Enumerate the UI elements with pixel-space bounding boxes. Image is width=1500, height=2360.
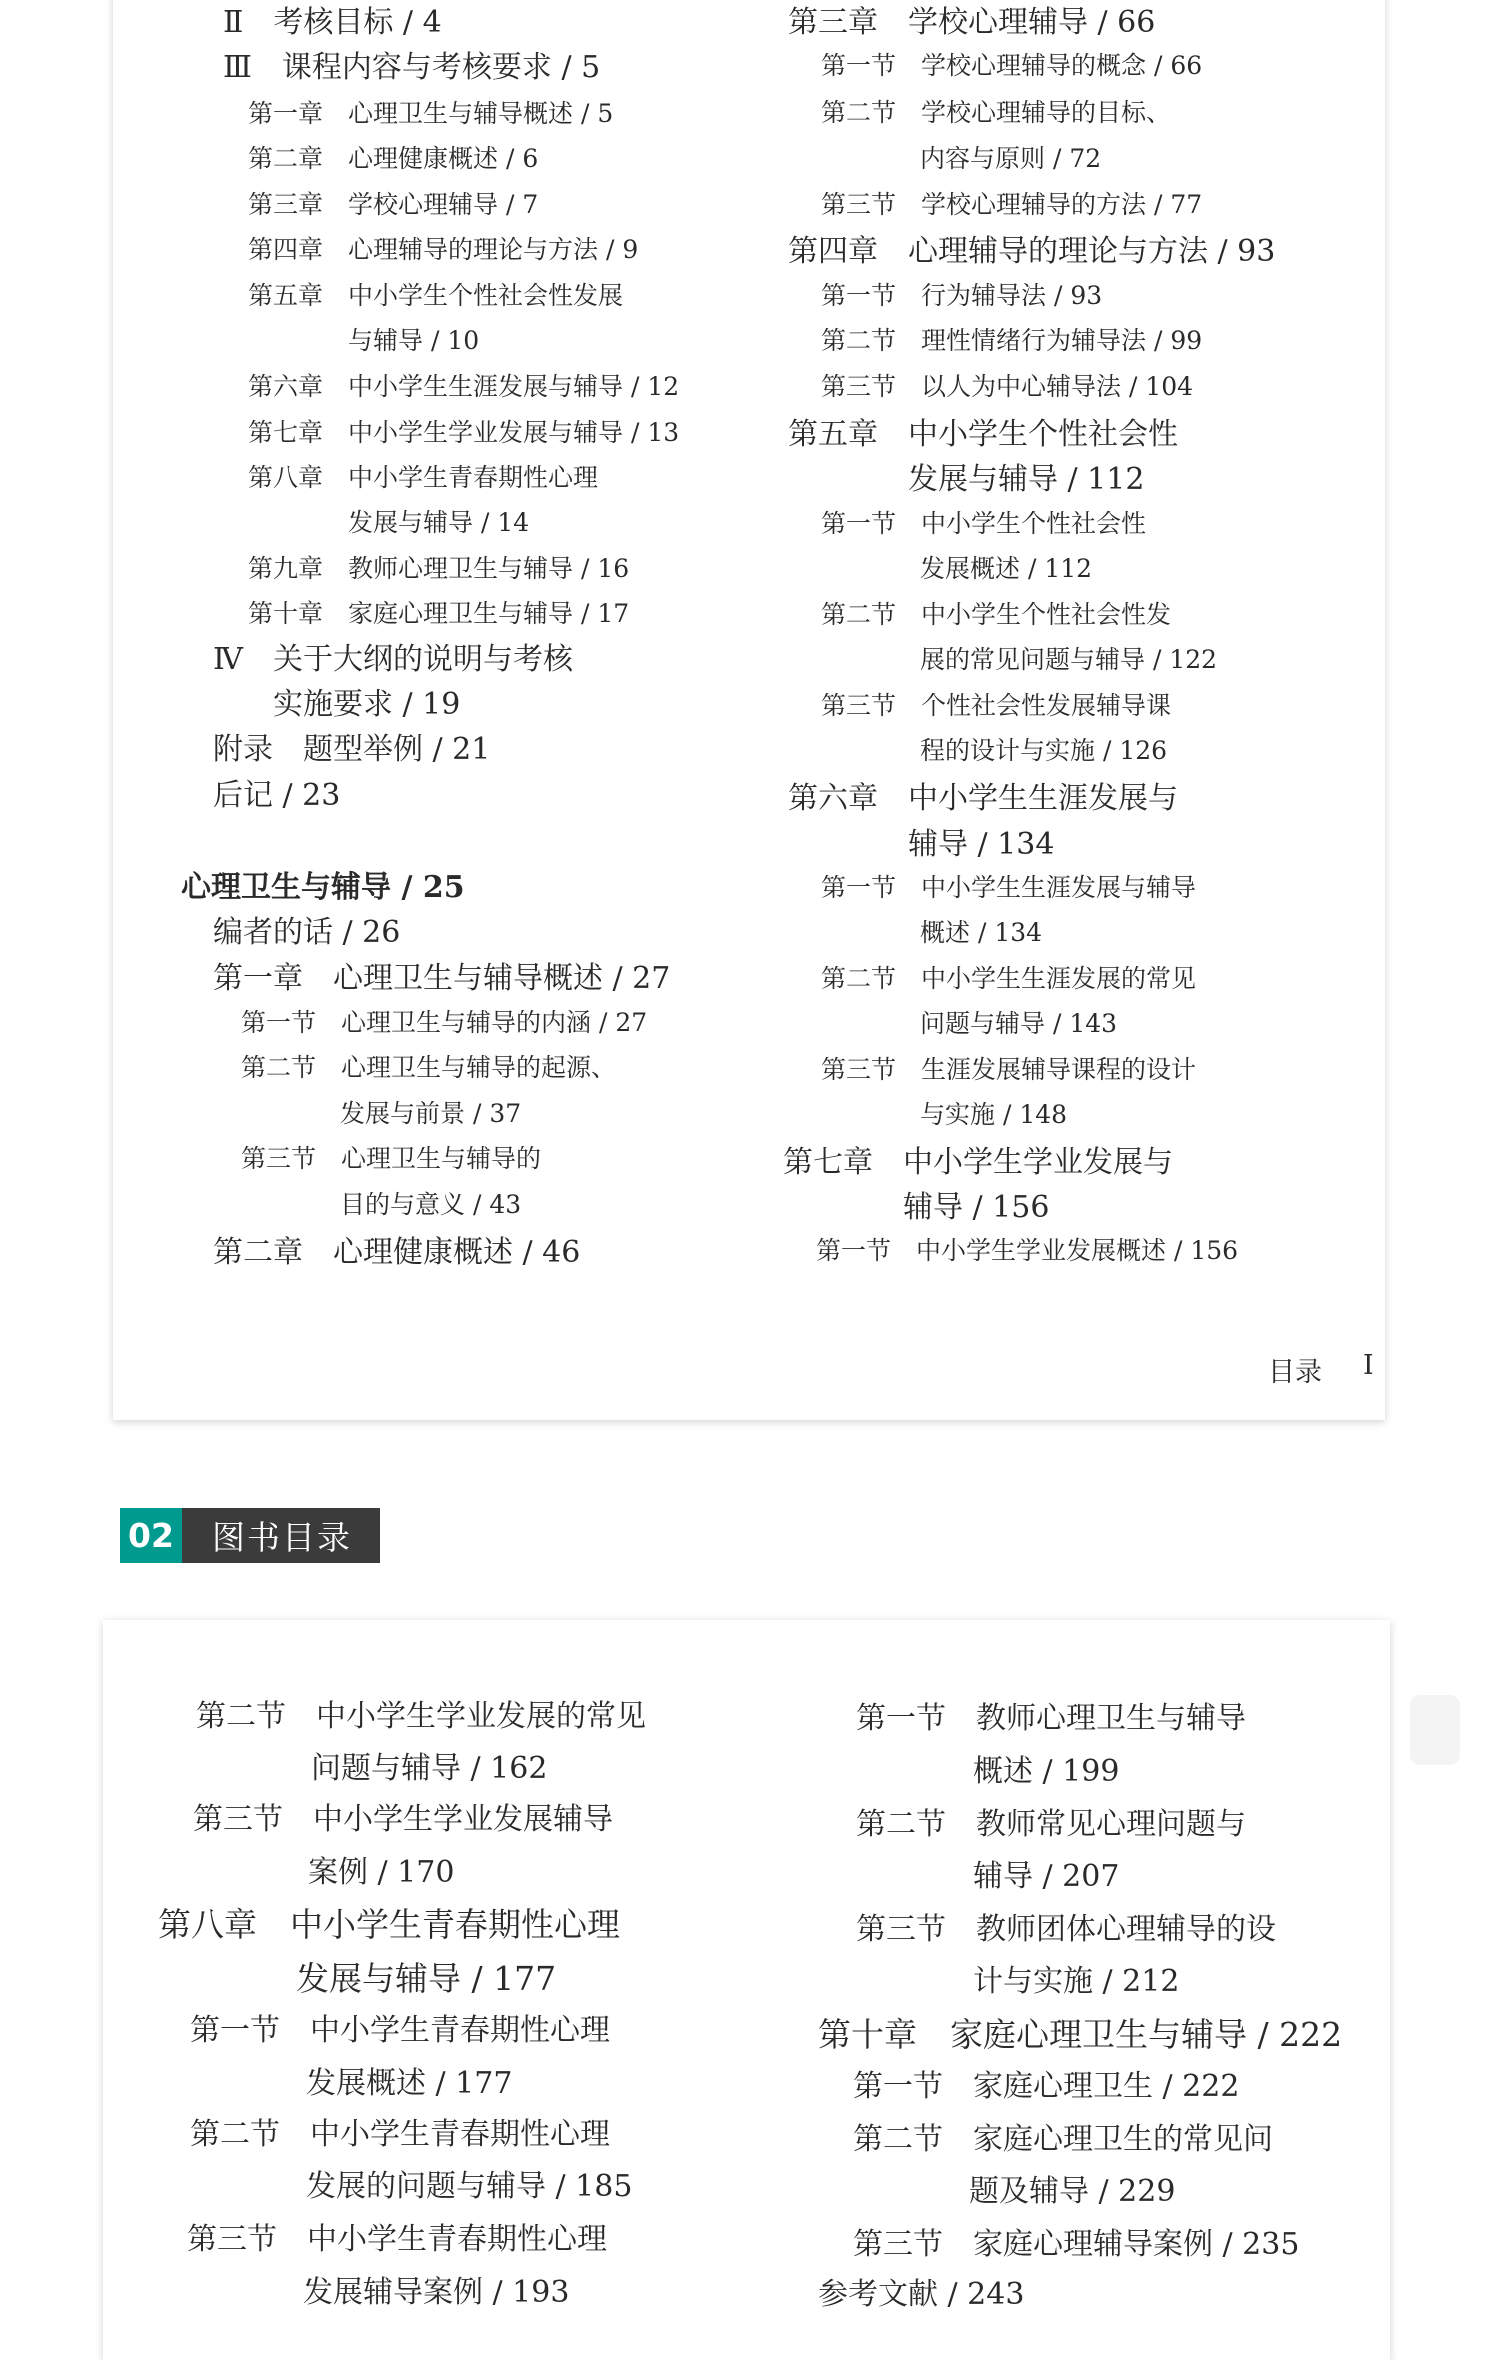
toc-entry: 与实施 / 148 xyxy=(920,1100,1068,1129)
toc-entry: 第三节 教师团体心理辅导的设 xyxy=(856,1912,1276,1947)
toc-entry: 第一节 教师心理卫生与辅导 xyxy=(856,1701,1246,1736)
toc-entry: 辅导 / 207 xyxy=(973,1859,1120,1894)
toc-entry: 第十章 家庭心理卫生与辅导 / 222 xyxy=(818,2015,1343,2054)
toc-entry: 第一节 心理卫生与辅导的内涵 / 27 xyxy=(241,1008,648,1037)
toc-entry: 第九章 教师心理卫生与辅导 / 16 xyxy=(248,554,630,583)
toc-entry: 第三节 以人为中心辅导法 / 104 xyxy=(821,372,1194,401)
toc-entry: 程的设计与实施 / 126 xyxy=(920,736,1168,765)
toc-entry: 发展概述 / 112 xyxy=(920,554,1093,583)
toc-entry: 发展与辅导 / 14 xyxy=(348,508,530,537)
toc-entry: 后记 / 23 xyxy=(213,778,341,813)
toc-entry: 第三章 学校心理辅导 / 66 xyxy=(788,5,1156,40)
toc-entry: 第一章 心理卫生与辅导概述 / 5 xyxy=(248,99,614,128)
toc-entry: 第五章 中小学生个性社会性 xyxy=(788,417,1178,452)
toc-entry: 辅导 / 156 xyxy=(903,1190,1050,1225)
toc-entry: 第二节 学校心理辅导的目标、 xyxy=(821,98,1172,127)
toc-entry: 与辅导 / 10 xyxy=(348,326,480,355)
toc-entry: 内容与原则 / 72 xyxy=(920,144,1102,173)
toc-entry: 目的与意义 / 43 xyxy=(340,1190,522,1219)
toc-entry: 第二章 心理健康概述 / 46 xyxy=(213,1235,581,1270)
toc-entry: 第二节 中小学生青春期性心理 xyxy=(190,2117,610,2152)
toc-entry: 第二节 家庭心理卫生的常见问 xyxy=(853,2122,1273,2157)
toc-entry: 第二节 中小学生学业发展的常见 xyxy=(196,1699,646,1734)
toc-entry: 第一节 中小学生学业发展概述 / 156 xyxy=(816,1236,1239,1265)
toc-entry: 第六章 中小学生生涯发展与辅导 / 12 xyxy=(248,372,680,401)
toc-entry: 第三节 中小学生青春期性心理 xyxy=(187,2222,607,2257)
toc-entry: 发展概述 / 177 xyxy=(306,2066,513,2101)
toc-entry: 概述 / 134 xyxy=(920,918,1043,947)
toc-entry: 发展与前景 / 37 xyxy=(340,1099,522,1128)
page-footer-label: 目录 xyxy=(1268,1357,1322,1388)
toc-entry: 第二节 理性情绪行为辅导法 / 99 xyxy=(821,326,1203,355)
toc-entry: 问题与辅导 / 162 xyxy=(311,1751,548,1786)
toc-entry: 第三节 家庭心理辅导案例 / 235 xyxy=(853,2227,1300,2262)
toc-entry: 第三节 生涯发展辅导课程的设计 xyxy=(821,1055,1197,1084)
toc-entry: 第八章 中小学生青春期性心理 xyxy=(158,1905,620,1944)
toc-entry: 第六章 中小学生生涯发展与 xyxy=(788,781,1178,816)
toc-entry: 第二节 教师常见心理问题与 xyxy=(856,1807,1246,1842)
toc-entry: 第一章 心理卫生与辅导概述 / 27 xyxy=(213,961,671,996)
toc-entry: 题及辅导 / 229 xyxy=(969,2174,1176,2209)
toc-entry: Ⅳ 关于大纲的说明与考核 xyxy=(213,642,573,677)
toc-entry: 第一节 学校心理辅导的概念 / 66 xyxy=(821,51,1203,80)
toc-entry: 第四章 心理辅导的理论与方法 / 93 xyxy=(788,234,1276,269)
toc-entry: 第八章 中小学生青春期性心理 xyxy=(248,463,599,492)
toc-entry: 计与实施 / 212 xyxy=(973,1964,1180,1999)
toc-entry: 参考文献 / 243 xyxy=(818,2277,1025,2312)
toc-entry: 第五章 中小学生个性社会性发展 xyxy=(248,281,624,310)
toc-entry: 第三节 个性社会性发展辅导课 xyxy=(821,691,1172,720)
toc-entry: 辅导 / 134 xyxy=(908,827,1055,862)
section-title: 图书目录 xyxy=(182,1508,380,1563)
toc-entry: 第三节 中小学生学业发展辅导 xyxy=(193,1802,613,1837)
toc-entry: 发展与辅导 / 112 xyxy=(908,462,1145,497)
toc-entry: 问题与辅导 / 143 xyxy=(920,1009,1118,1038)
toc-entry: 第十章 家庭心理卫生与辅导 / 17 xyxy=(248,599,630,628)
toc-entry: 发展辅导案例 / 193 xyxy=(303,2275,570,2310)
toc-entry: 附录 题型举例 / 21 xyxy=(213,732,491,767)
toc-entry: 第三节 学校心理辅导的方法 / 77 xyxy=(821,190,1203,219)
toc-entry: 案例 / 170 xyxy=(308,1855,455,1890)
toc-entry: 第二章 心理健康概述 / 6 xyxy=(248,144,539,173)
toc-entry: 第二节 中小学生个性社会性发 xyxy=(821,600,1172,629)
toc-entry: 第一节 行为辅导法 / 93 xyxy=(821,281,1103,310)
toc-entry: 展的常见问题与辅导 / 122 xyxy=(920,645,1218,674)
side-float-button[interactable] xyxy=(1410,1695,1460,1765)
toc-entry: 第一节 中小学生个性社会性 xyxy=(821,509,1147,538)
toc-entry: 第四章 心理辅导的理论与方法 / 9 xyxy=(248,235,639,264)
page-footer-number: Ⅰ xyxy=(1363,1350,1374,1381)
toc-entry: 第一节 中小学生生涯发展与辅导 xyxy=(821,873,1197,902)
toc-entry: 第三章 学校心理辅导 / 7 xyxy=(248,190,539,219)
toc-entry: 第二节 中小学生生涯发展的常见 xyxy=(821,964,1197,993)
section-header xyxy=(120,1508,380,1563)
toc-entry: 实施要求 / 19 xyxy=(273,687,461,722)
toc-entry: 心理卫生与辅导 / 25 xyxy=(181,870,465,905)
toc-entry: Ⅲ 课程内容与考核要求 / 5 xyxy=(223,50,601,85)
toc-entry: 发展的问题与辅导 / 185 xyxy=(306,2169,633,2204)
toc-entry: 第二节 心理卫生与辅导的起源、 xyxy=(241,1053,617,1082)
toc-entry: 编者的话 / 26 xyxy=(213,915,401,950)
toc-entry: Ⅱ 考核目标 / 4 xyxy=(223,5,442,40)
toc-entry: 第一节 家庭心理卫生 / 222 xyxy=(853,2069,1240,2104)
toc-entry: 第一节 中小学生青春期性心理 xyxy=(190,2013,610,2048)
toc-entry: 第三节 心理卫生与辅导的 xyxy=(241,1144,542,1173)
section-number: 02 xyxy=(120,1508,182,1563)
toc-page-1 xyxy=(113,0,1385,1420)
toc-entry: 概述 / 199 xyxy=(973,1754,1120,1789)
toc-entry: 发展与辅导 / 177 xyxy=(296,1959,557,1998)
toc-entry: 第七章 中小学生学业发展与辅导 / 13 xyxy=(248,418,680,447)
toc-entry: 第七章 中小学生学业发展与 xyxy=(783,1145,1173,1180)
toc-page-2 xyxy=(103,1620,1390,2360)
